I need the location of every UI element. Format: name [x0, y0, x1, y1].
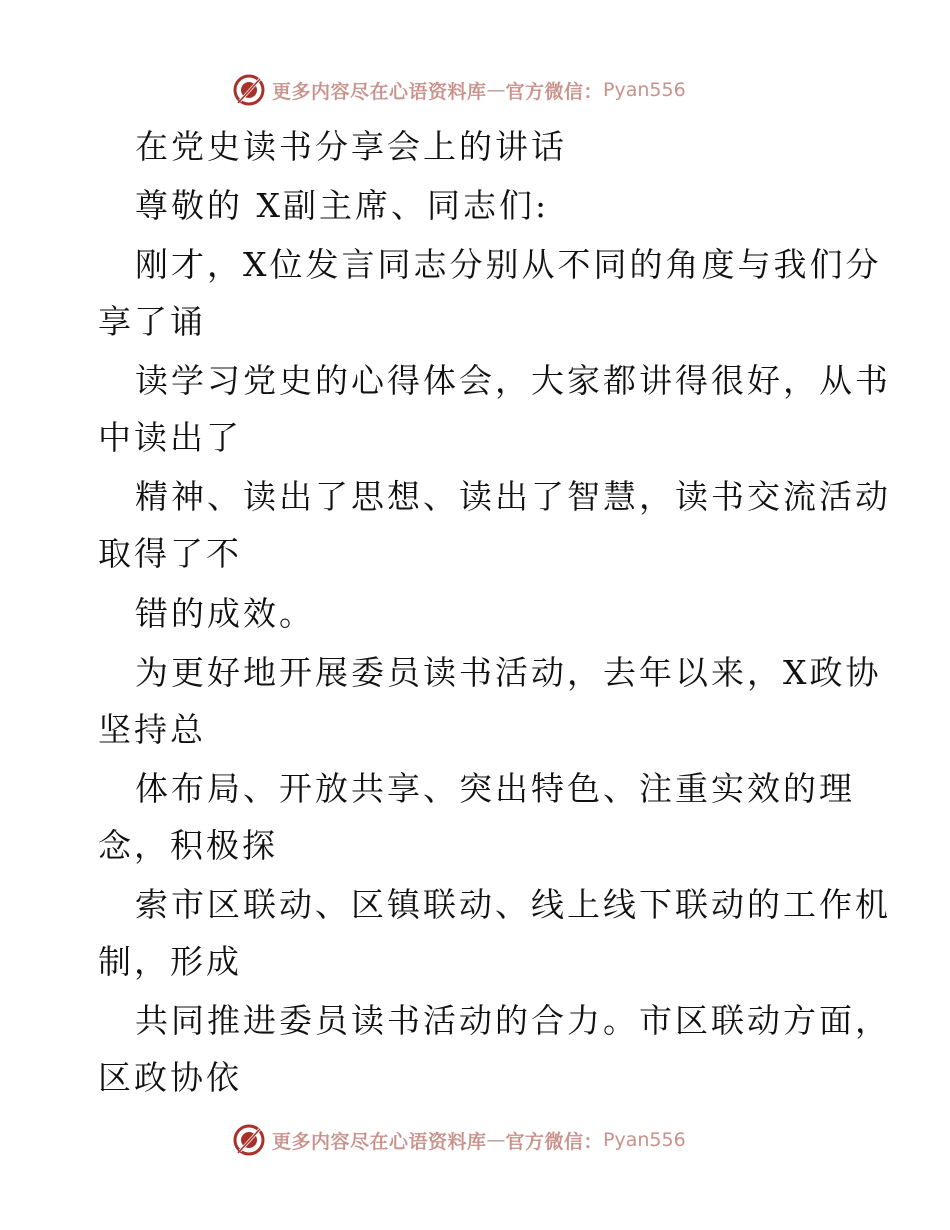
paragraph-line: 中读出了 — [98, 418, 242, 457]
watermark-id: Pyan556 — [603, 1129, 686, 1151]
paragraph-line: 制，形成 — [98, 942, 242, 981]
header-watermark — [232, 70, 686, 110]
paragraph-line: 为更好地开展委员读书活动，去年以来，X政协 — [135, 653, 882, 692]
paragraph-line: 享了诵 — [98, 302, 206, 341]
paragraph-line: 精神、读出了思想、读出了智慧，读书交流活动 — [135, 477, 891, 516]
paragraph-line: 共同推进委员读书活动的合力。市区联动方面， — [135, 1001, 891, 1040]
watermark-separator: — — [486, 1129, 506, 1151]
paragraph-line: 区政协依 — [98, 1058, 242, 1097]
quill-seal-icon — [232, 1123, 266, 1157]
paragraph-line: 念，积极探 — [98, 826, 278, 865]
paragraph-line: 坚持总 — [98, 710, 206, 749]
watermark-text: 更多内容尽在心语资料库 — [272, 80, 487, 103]
watermark-text: 更多内容尽在心语资料库 — [272, 1130, 487, 1153]
watermark-separator: — — [486, 79, 506, 101]
paragraph-line: 体布局、开放共享、突出特色、注重实效的理 — [135, 769, 855, 808]
watermark-label: 官方微信： — [505, 80, 604, 103]
watermark-id: Pyan556 — [603, 79, 686, 101]
paragraph-line: 取得了不 — [98, 534, 242, 573]
paragraph-line: 错的成效。 — [135, 594, 315, 633]
paragraph-line: 读学习党史的心得体会，大家都讲得很好，从书 — [135, 361, 891, 400]
watermark-label: 官方微信： — [505, 1130, 604, 1153]
paragraph-line: 索市区联动、区镇联动、线上线下联动的工作机 — [135, 885, 891, 924]
document-greeting: 尊敬的 X副主席、同志们: — [135, 186, 550, 225]
footer-watermark — [232, 1120, 686, 1160]
quill-seal-icon — [232, 73, 266, 107]
paragraph-line: 刚才，X位发言同志分别从不同的角度与我们分 — [135, 245, 882, 284]
document-title: 在党史读书分享会上的讲话 — [135, 127, 567, 166]
